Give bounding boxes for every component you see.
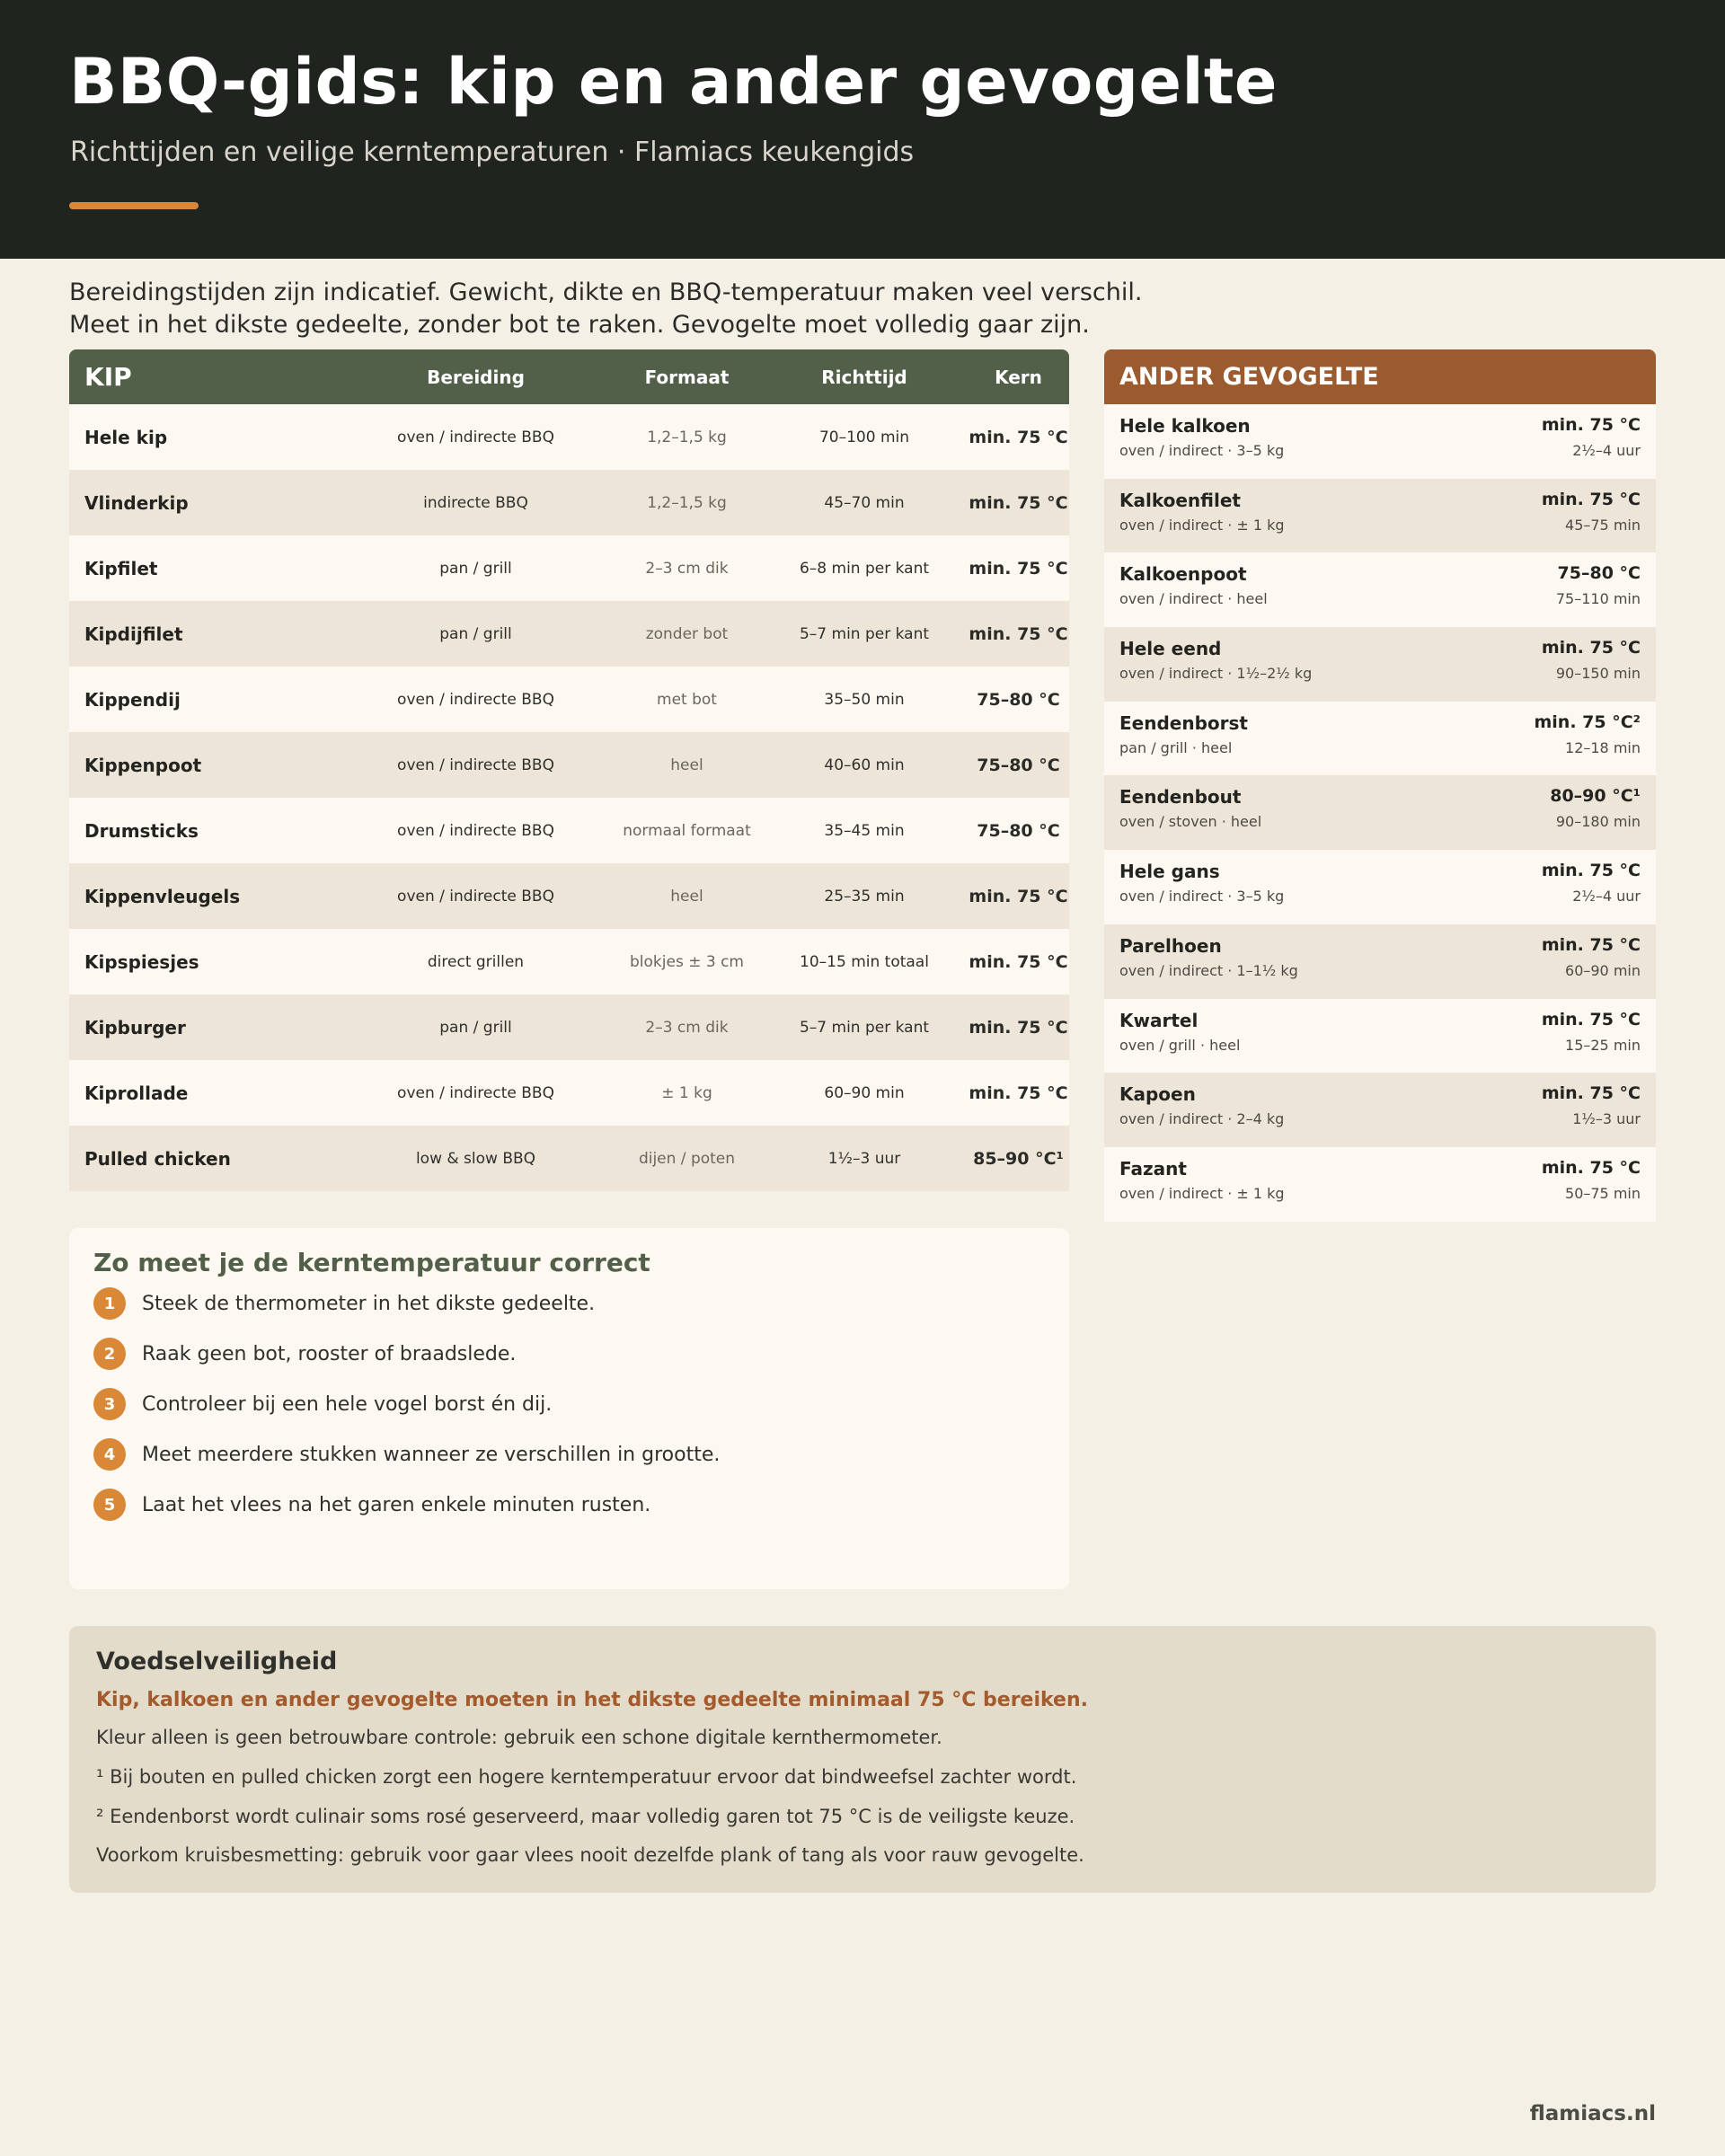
- item-name: Eendenborst: [1119, 711, 1248, 734]
- item-kern: min. 75 °C: [1541, 489, 1641, 509]
- step-item: [93, 1489, 650, 1521]
- cell-kern: min. 75 °C: [969, 886, 1068, 906]
- item-name: Kwartel: [1119, 1009, 1199, 1031]
- cell-bereiding: indirecte BBQ: [423, 493, 528, 512]
- item-kern: min. 75 °C: [1541, 934, 1641, 955]
- cell-richttijd: 25–35 min: [824, 887, 905, 906]
- table-row: [69, 929, 1069, 994]
- safety-highlight: Kip, kalkoen en ander gevogelte moeten in het dikste gedeelte minimaal 75 °C bereiken.: [96, 1689, 1088, 1711]
- item-name: Eendenbout: [1119, 786, 1242, 808]
- safety-line: Kleur alleen is geen betrouwbare controle: gebruik een schone digitale kernthermometer.: [96, 1727, 942, 1748]
- kip-table-title: KIP: [84, 362, 132, 392]
- cell-formaat: 2–3 cm dik: [645, 1018, 729, 1037]
- item-bereiding: oven / indirect · 2–4 kg: [1119, 1110, 1285, 1128]
- item-richttijd: 2½–4 uur: [1572, 888, 1641, 906]
- cell-kern: 85–90 °C¹: [973, 1148, 1064, 1169]
- item-name: Kapoen: [1119, 1083, 1196, 1106]
- item-richttijd: 90–150 min: [1555, 665, 1641, 683]
- cell-bereiding: oven / indirecte BBQ: [397, 887, 554, 906]
- step-text: Steek de thermometer in het dikste gedeelte.: [142, 1292, 596, 1315]
- item-kern: min. 75 °C: [1541, 861, 1641, 881]
- item-bereiding: oven / indirect · ± 1 kg: [1119, 1184, 1285, 1202]
- item-bereiding: oven / indirect · heel: [1119, 590, 1268, 608]
- list-item: [1104, 775, 1656, 850]
- step-number-badge: 1: [93, 1287, 126, 1320]
- page-subtitle: Richttijden en veilige kerntemperaturen · Flamiacs keukengids: [70, 137, 915, 168]
- step-text: Controleer bij een hele vogel borst én dij.: [142, 1392, 553, 1416]
- cell-richttijd: 5–7 min per kant: [799, 1018, 930, 1037]
- cell-bereiding: pan / grill: [439, 1018, 512, 1037]
- cell-name: Kipdijfilet: [84, 623, 183, 645]
- table-row: [69, 732, 1069, 798]
- cell-kern: 75–80 °C: [977, 820, 1060, 841]
- item-kern: min. 75 °C²: [1534, 711, 1641, 732]
- cell-richttijd: 45–70 min: [824, 493, 905, 512]
- intro-line: Meet in het dikste gedeelte, zonder bot te raken. Gevogelte moet volledig gaar zijn.: [69, 311, 1090, 339]
- column-header-kern: Kern: [995, 366, 1042, 388]
- list-item: [1104, 404, 1656, 479]
- cell-bereiding: low & slow BBQ: [415, 1149, 536, 1168]
- table-row: [69, 994, 1069, 1060]
- accent-bar: [69, 202, 199, 209]
- cell-formaat: 2–3 cm dik: [645, 559, 729, 578]
- cell-formaat: heel: [670, 755, 703, 774]
- cell-name: Kipfilet: [84, 557, 158, 579]
- table-row: [69, 667, 1069, 732]
- safety-footnote-1: ¹ Bij bouten en pulled chicken zorgt een hogere kerntemperatuur ervoor dat bindweefsel zachter wordt.: [96, 1766, 1077, 1788]
- meet-instructions-card: [69, 1228, 1069, 1589]
- cell-kern: min. 75 °C: [969, 558, 1068, 579]
- cell-name: Kipburger: [84, 1016, 186, 1038]
- cell-name: Kipspiesjes: [84, 950, 199, 973]
- cell-formaat: ± 1 kg: [661, 1083, 712, 1102]
- food-safety-card: [69, 1626, 1656, 1893]
- cell-richttijd: 6–8 min per kant: [799, 559, 930, 578]
- safety-footnote-2: ² Eendenborst wordt culinair soms rosé geserveerd, maar volledig garen tot 75 °C is de veiligste keuze.: [96, 1806, 1075, 1827]
- footer-site-link[interactable]: flamiacs.nl: [1529, 2102, 1656, 2125]
- item-richttijd: 75–110 min: [1555, 590, 1641, 608]
- cell-bereiding: oven / indirecte BBQ: [397, 755, 554, 774]
- cell-kern: 75–80 °C: [977, 689, 1060, 710]
- kip-table-body: [69, 404, 1069, 1191]
- table-row: [69, 798, 1069, 863]
- column-header-bereiding: Bereiding: [427, 366, 525, 388]
- table-row: [69, 1126, 1069, 1191]
- list-item: [1104, 1147, 1656, 1222]
- cell-bereiding: oven / indirecte BBQ: [397, 690, 554, 709]
- cell-kern: 75–80 °C: [977, 755, 1060, 775]
- ander-gevogelte-list: [1104, 404, 1656, 1222]
- cell-formaat: 1,2–1,5 kg: [647, 428, 727, 446]
- item-name: Hele kalkoen: [1119, 415, 1251, 437]
- table-row: [69, 1060, 1069, 1126]
- item-bereiding: oven / indirect · 1½–2½ kg: [1119, 665, 1313, 683]
- item-bereiding: oven / indirect · 3–5 kg: [1119, 442, 1285, 459]
- item-name: Hele eend: [1119, 638, 1222, 660]
- step-item: [93, 1338, 516, 1370]
- cell-kern: min. 75 °C: [969, 1017, 1068, 1038]
- table-row: [69, 404, 1069, 470]
- safety-line: Voorkom kruisbesmetting: gebruik voor gaar vlees nooit dezelfde plank of tang als voor rauw gevogelte.: [96, 1844, 1084, 1866]
- cell-kern: min. 75 °C: [969, 427, 1068, 447]
- table-row: [69, 863, 1069, 929]
- cell-name: Vlinderkip: [84, 491, 189, 514]
- kip-table-header: [69, 349, 1069, 404]
- step-number-badge: 3: [93, 1388, 126, 1420]
- cell-formaat: heel: [670, 887, 703, 906]
- meet-title: Zo meet je de kerntemperatuur correct: [93, 1248, 650, 1277]
- item-richttijd: 45–75 min: [1565, 516, 1641, 534]
- list-item: [1104, 1073, 1656, 1147]
- list-item: [1104, 627, 1656, 702]
- item-name: Fazant: [1119, 1157, 1187, 1180]
- list-item: [1104, 552, 1656, 627]
- table-row: [69, 535, 1069, 601]
- cell-richttijd: 5–7 min per kant: [799, 624, 930, 643]
- cell-kern: min. 75 °C: [969, 492, 1068, 513]
- step-number-badge: 5: [93, 1489, 126, 1521]
- cell-richttijd: 35–50 min: [824, 690, 905, 709]
- step-number-badge: 4: [93, 1438, 126, 1471]
- table-row: [69, 601, 1069, 667]
- item-kern: min. 75 °C: [1541, 1083, 1641, 1104]
- cell-richttijd: 40–60 min: [824, 755, 905, 774]
- item-richttijd: 1½–3 uur: [1572, 1110, 1641, 1128]
- cell-formaat: met bot: [657, 690, 717, 709]
- cell-bereiding: pan / grill: [439, 624, 512, 643]
- page-header: [0, 0, 1725, 259]
- item-richttijd: 12–18 min: [1565, 738, 1641, 756]
- cell-name: Kippenpoot: [84, 754, 202, 776]
- cell-bereiding: pan / grill: [439, 559, 512, 578]
- cell-bereiding: direct grillen: [427, 952, 525, 971]
- item-bereiding: pan / grill · heel: [1119, 738, 1233, 756]
- cell-name: Pulled chicken: [84, 1147, 231, 1170]
- cell-richttijd: 70–100 min: [818, 428, 910, 446]
- cell-name: Hele kip: [84, 426, 168, 448]
- cell-formaat: normaal formaat: [623, 821, 751, 840]
- step-text: Raak geen bot, rooster of braadslede.: [142, 1342, 517, 1365]
- item-kern: min. 75 °C: [1541, 1157, 1641, 1178]
- step-item: [93, 1388, 552, 1420]
- item-richttijd: 2½–4 uur: [1572, 442, 1641, 459]
- cell-formaat: blokjes ± 3 cm: [630, 952, 744, 971]
- cell-formaat: zonder bot: [645, 624, 729, 643]
- item-richttijd: 60–90 min: [1565, 961, 1641, 979]
- cell-richttijd: 10–15 min totaal: [800, 952, 929, 971]
- cell-name: Kiprollade: [84, 1082, 189, 1104]
- list-item: [1104, 850, 1656, 924]
- step-item: [93, 1287, 595, 1320]
- list-item: [1104, 999, 1656, 1074]
- cell-bereiding: oven / indirecte BBQ: [397, 821, 554, 840]
- cell-richttijd: 1½–3 uur: [827, 1149, 901, 1168]
- cell-kern: min. 75 °C: [969, 1082, 1068, 1103]
- item-kern: min. 75 °C: [1541, 1009, 1641, 1029]
- cell-formaat: dijen / poten: [638, 1149, 736, 1168]
- item-kern: min. 75 °C: [1541, 415, 1641, 435]
- cell-kern: min. 75 °C: [969, 623, 1068, 644]
- item-kern: 80–90 °C¹: [1550, 786, 1641, 807]
- step-number-badge: 2: [93, 1338, 126, 1370]
- column-header-formaat: Formaat: [644, 366, 730, 388]
- cell-bereiding: oven / indirecte BBQ: [397, 1083, 554, 1102]
- item-richttijd: 90–180 min: [1555, 813, 1641, 831]
- cell-richttijd: 35–45 min: [824, 821, 905, 840]
- step-text: Meet meerdere stukken wanneer ze verschillen in grootte.: [142, 1443, 721, 1466]
- cell-bereiding: oven / indirecte BBQ: [397, 428, 554, 446]
- item-name: Hele gans: [1119, 861, 1220, 883]
- item-name: Kalkoenfilet: [1119, 489, 1241, 511]
- list-item: [1104, 479, 1656, 553]
- list-item: [1104, 702, 1656, 776]
- item-kern: min. 75 °C: [1541, 638, 1641, 658]
- step-text: Laat het vlees na het garen enkele minuten rusten.: [142, 1493, 651, 1516]
- item-richttijd: 50–75 min: [1565, 1184, 1641, 1202]
- safety-title: Voedselveiligheid: [96, 1648, 338, 1675]
- list-item: [1104, 924, 1656, 999]
- ander-gevogelte-panel: [1104, 349, 1656, 1222]
- intro-text: [69, 277, 1237, 341]
- item-name: Kalkoenpoot: [1119, 563, 1247, 586]
- column-header-richttijd: Richttijd: [821, 366, 907, 388]
- cell-name: Drumsticks: [84, 819, 199, 842]
- item-name: Parelhoen: [1119, 934, 1222, 957]
- item-kern: 75–80 °C: [1557, 563, 1641, 584]
- cell-name: Kippenvleugels: [84, 885, 241, 907]
- kip-table: [69, 349, 1069, 1191]
- cell-name: Kippendij: [84, 688, 181, 711]
- ander-gevogelte-title: ANDER GEVOGELTE: [1104, 349, 1656, 404]
- step-item: [93, 1438, 720, 1471]
- intro-line: Bereidingstijden zijn indicatief. Gewicht, dikte en BBQ-temperatuur maken veel verschil.: [69, 278, 1143, 306]
- item-bereiding: oven / indirect · ± 1 kg: [1119, 516, 1285, 534]
- table-row: [69, 470, 1069, 535]
- item-bereiding: oven / indirect · 1–1½ kg: [1119, 961, 1298, 979]
- cell-kern: min. 75 °C: [969, 951, 1068, 972]
- page-title: BBQ-gids: kip en ander gevogelte: [69, 45, 1278, 119]
- item-richttijd: 15–25 min: [1565, 1036, 1641, 1054]
- cell-formaat: 1,2–1,5 kg: [647, 493, 727, 512]
- item-bereiding: oven / grill · heel: [1119, 1036, 1241, 1054]
- item-bereiding: oven / stoven · heel: [1119, 813, 1262, 831]
- item-bereiding: oven / indirect · 3–5 kg: [1119, 888, 1285, 906]
- cell-richttijd: 60–90 min: [824, 1083, 905, 1102]
